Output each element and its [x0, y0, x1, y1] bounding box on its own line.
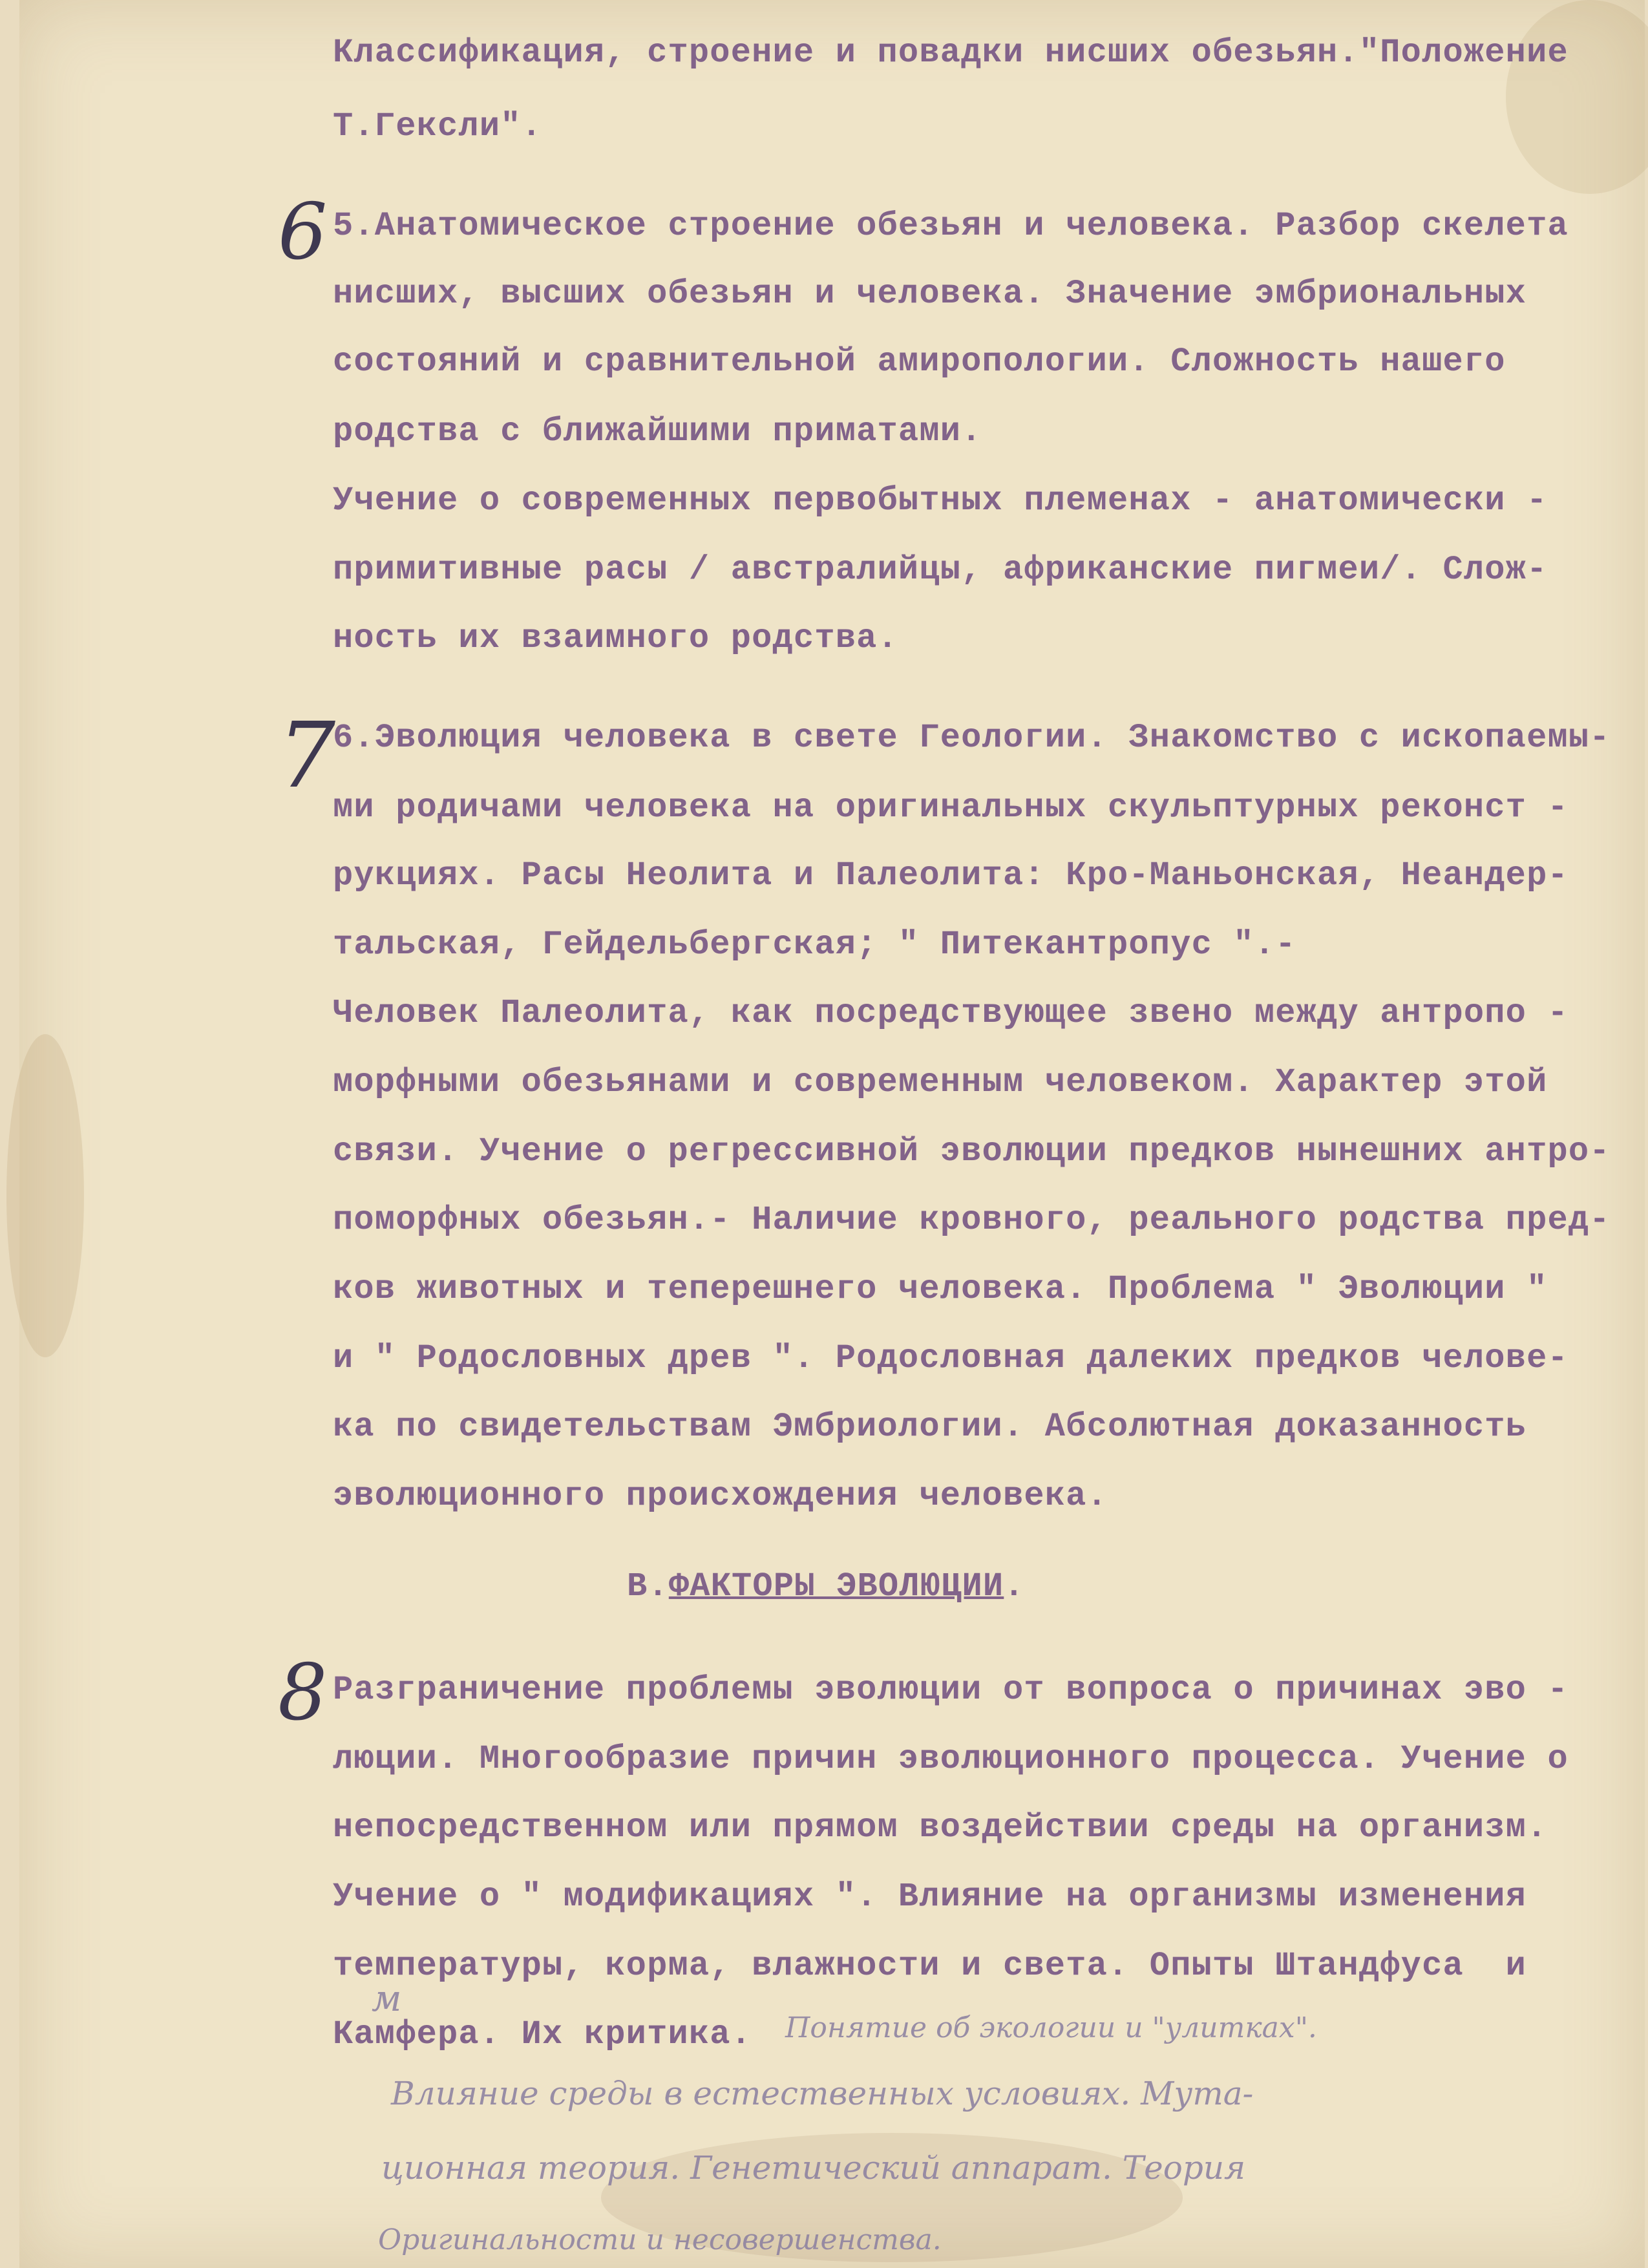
section-heading [627, 1567, 1025, 1606]
text-line: Человек Палеолита, как посредствующее звено между антропо - [333, 994, 1569, 1032]
text-line: ми родичами человека на оригинальных скульптурных реконст - [333, 789, 1569, 827]
handwritten-note: Понятие об экологии и "улитках". [785, 2011, 1317, 2044]
text-line: эволюционного происхождения человека. [333, 1477, 1108, 1515]
insertion-mark: м [372, 1978, 402, 2020]
text-line: Т.Гексли". [333, 107, 543, 145]
text-line: морфными обезьянами и современным человеком. Характер этой [333, 1063, 1548, 1101]
margin-number: 8 [278, 1648, 328, 1738]
text-line: ков животных и теперешнего человека. Проблема " Эволюции " [333, 1270, 1548, 1308]
text-line: примитивные расы / австралийцы, африканские пигмеи/. Слож- [333, 551, 1548, 589]
margin-number: 6 [278, 187, 328, 277]
handwritten-note: Влияние среды в естественных условиях. Мута- [391, 2075, 1254, 2112]
text-line: рукциях. Расы Неолита и Палеолита: Кро-Маньонская, Неандер- [333, 856, 1569, 895]
text-line: Классификация, строение и повадки нисших обезьян."Положение [333, 34, 1569, 72]
text-line: Учение о " модификациях ". Влияние на организмы изменения [333, 1878, 1527, 1916]
section-heading-title: ФАКТОРЫ ЭВОЛЮЦИИ [668, 1567, 1004, 1606]
text-line: поморфных обезьян.- Наличие кровного, реального родства пред- [333, 1201, 1611, 1239]
margin-number: 7 [278, 703, 336, 809]
text-line: 5.Анатомическое строение обезьян и человека. Разбор скелета [333, 207, 1569, 245]
text-line: 6.Эволюция человека в свете Геологии. Знакомство с ископаемы- [333, 719, 1611, 757]
text-line: непосредственном или прямом воздействии среды на организм. [333, 1808, 1548, 1847]
text-line: ка по свидетельствам Эмбриологии. Абсолютная доказанность [333, 1408, 1527, 1446]
text-line: люции. Многообразие причин эволюционного процесса. Учение о [333, 1740, 1569, 1778]
text-line: нисших, высших обезьян и человека. Значение эмбриональных [333, 275, 1527, 313]
text-line: Разграничение проблемы эволюции от вопроса о причинах эво - [333, 1671, 1569, 1709]
handwritten-note: ционная теория. Генетический аппарат. Теория [381, 2149, 1246, 2187]
text-line: Камфера. Их критика. [333, 2015, 752, 2053]
text-line: связи. Учение о регрессивной эволюции предков нынешних антро- [333, 1132, 1611, 1171]
handwritten-note: Оригинальности и несовершенства. [378, 2223, 942, 2256]
text-line: Учение о современных первобытных племенах - анатомически - [333, 482, 1548, 520]
section-heading-suffix: . [1004, 1567, 1025, 1606]
text-line: родства с ближайшими приматами. [333, 412, 982, 450]
text-line: состояний и сравнительной амиропологии. Сложность нашего [333, 343, 1506, 381]
text-line: температуры, корма, влажности и света. Опыты Штандфуса и [333, 1947, 1527, 1985]
text-line: ность их взаимного родства. [333, 619, 898, 657]
paper-stain [6, 1034, 84, 1357]
document-page [19, 0, 1645, 2268]
paper-stain [1506, 0, 1648, 194]
text-line: тальская, Гейдельбергская; " Питекантропус ".- [333, 926, 1296, 964]
section-heading-prefix: В. [627, 1567, 669, 1606]
text-line: и " Родословных древ ". Родословная далеких предков челове- [333, 1339, 1569, 1377]
